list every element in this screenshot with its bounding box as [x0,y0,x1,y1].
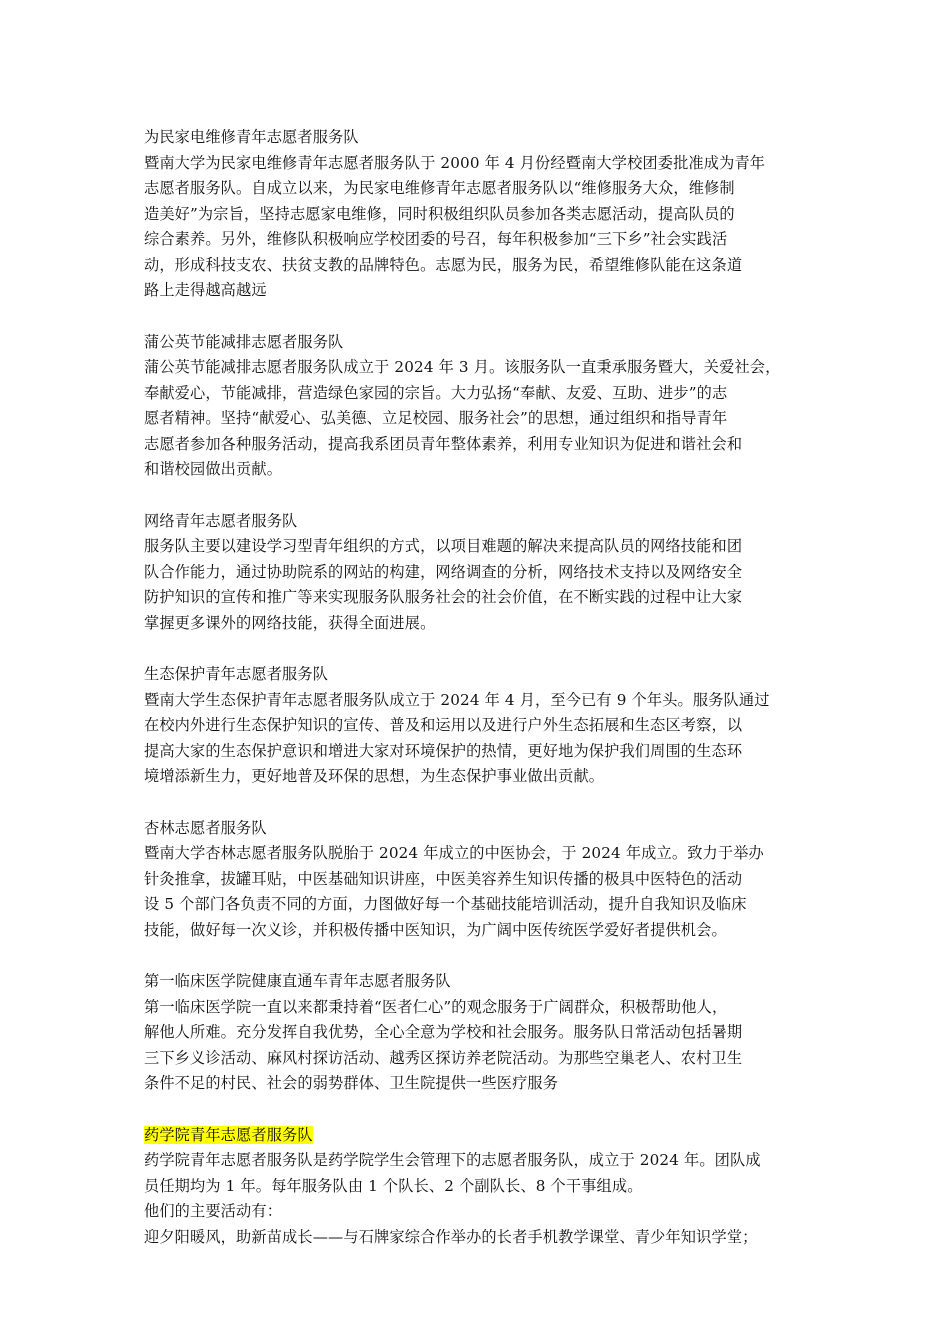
section-title [144,816,816,842]
section-title-text: 蒲公英节能减排志愿者服务队 [144,332,344,351]
paragraph-line: 针灸推拿，拔罐耳贴，中医基础知识讲座，中医美容养生知识传播的极具中医特色的活动 [144,869,743,888]
section-title-text: 为民家电维修青年志愿者服务队 [144,128,359,146]
section-title [144,1123,816,1149]
section [144,662,816,790]
section-title [144,125,816,151]
document-body [144,125,816,1276]
paragraph-line: 第一临床医学院一直以来都秉持着“医者仁心”的观念服务于广阔群众，积极帮助他人， [144,997,728,1016]
paragraph-line: 暨南大学为民家电维修青年志愿者服务队于 2000 年 4 月份经暨南大学校团委批准成为青年 [144,153,766,172]
paragraph-line: 动，形成科技支农、扶贫支教的品牌特色。志愿为民，服务为民，希望维修队能在这条道 [144,255,743,274]
paragraph-line: 造美好”为宗旨，坚持志愿家电维修，同时积极组织队员参加各类志愿活动，提高队员的 [144,204,735,223]
section-title [144,969,816,995]
paragraph-line: 志愿者参加各种服务活动，提高我系团员青年整体素养，利用专业知识为促进和谐社会和 [144,434,743,453]
paragraph-line: 三下乡义诊活动、麻风村探访活动、越秀区探访养老院活动。为那些空巢老人、农村卫生 [144,1048,743,1067]
paragraph-line: 和谐校园做出贡献。 [144,460,283,478]
paragraph-line: 队合作能力，通过协助院系的网站的构建，网络调查的分析，网络技术支持以及网络安全 [144,562,743,581]
section [144,509,816,637]
paragraph-line: 他们的主要活动有： [144,1202,283,1220]
paragraph-line: 解他人所难。充分发挥自我优势，全心全意为学校和社会服务。服务队日常活动包括暑期 [144,1023,743,1041]
paragraph-line: 路上走得越高越远 [144,281,267,299]
paragraph-line: 防护知识的宣传和推广等来实现服务队服务社会的社会价值，在不断实践的过程中让大家 [144,588,743,606]
section [144,816,816,944]
paragraph-line: 提高大家的生态保护意识和增进大家对环境保护的热情，更好地为保护我们周围的生态环 [144,741,743,760]
section-title-text: 生态保护青年志愿者服务队 [144,665,329,683]
section-title-text: 第一临床医学院健康直通车青年志愿者服务队 [144,972,451,990]
paragraph-line: 掌握更多课外的网络技能，获得全面进展。 [144,613,436,632]
paragraph-line: 迎夕阳暖风，助新苗成长——与石牌家综合作举办的长者手机教学课堂、青少年知识学堂； [144,1227,758,1246]
paragraph-line: 暨南大学杏林志愿者服务队脱胎于 2024 年成立的中医协会，于 2024 年成立。致力于举办 [144,844,764,862]
section-title [144,662,816,688]
section [144,969,816,1097]
paragraph-line: 愿者精神。坚持“献爱心、弘美德、立足校园、服务社会”的思想，通过组织和指导青年 [144,409,728,427]
paragraph-line: 暨南大学生态保护青年志愿者服务队成立于 2024 年 4 月，至今已有 9 个年头。服务队通过 [144,690,770,709]
paragraph-line: 蒲公英节能减排志愿者服务队成立于 2024 年 3 月。该服务队一直秉承服务暨大，关爱社会， [144,358,781,376]
section-title-text: 药学院青年志愿者服务队 [144,1125,313,1144]
paragraph-line: 条件不足的村民、社会的弱势群体、卫生院提供一些医疗服务 [144,1074,559,1092]
paragraph-line: 奉献爱心，节能减排，营造绿色家园的宗旨。大力弘扬“奉献、友爱、互助、进步”的志 [144,383,728,402]
section-title [144,330,816,356]
section-title-text: 网络青年志愿者服务队 [144,511,298,530]
paragraph-line: 设 5 个部门各负责不同的方面，力图做好每一个基础技能培训活动，提升自我知识及临床 [144,895,747,913]
section [144,330,816,483]
paragraph-line: 药学院青年志愿者服务队是药学院学生会管理下的志愿者服务队，成立于 2024 年。团队成 [144,1151,761,1169]
paragraph-line: 技能，做好每一次义诊，并积极传播中医知识，为广阔中医传统医学爱好者提供机会。 [144,920,727,939]
paragraph-line: 境增添新生力，更好地普及环保的思想，为生态保护事业做出贡献。 [144,767,605,785]
section [144,125,816,304]
section-title [144,509,816,535]
paragraph-line: 在校内外进行生态保护知识的宣传、普及和运用以及进行户外生态拓展和生态区考察，以 [144,716,743,734]
section-title-text: 杏林志愿者服务队 [144,818,267,837]
paragraph-line: 服务队主要以建设学习型青年组织的方式，以项目难题的解决来提高队员的网络技能和团 [144,537,743,555]
paragraph-line: 员任期均为 1 年。每年服务队由 1 个队长、2 个副队长、8 个干事组成。 [144,1176,643,1195]
paragraph-line: 志愿者服务队。自成立以来，为民家电维修青年志愿者服务队以“维修服务大众，维修制 [144,179,735,197]
paragraph-line: 综合素养。另外，维修队积极响应学校团委的号召，每年积极参加“三下乡”社会实践活 [144,230,728,248]
section [144,1123,816,1251]
